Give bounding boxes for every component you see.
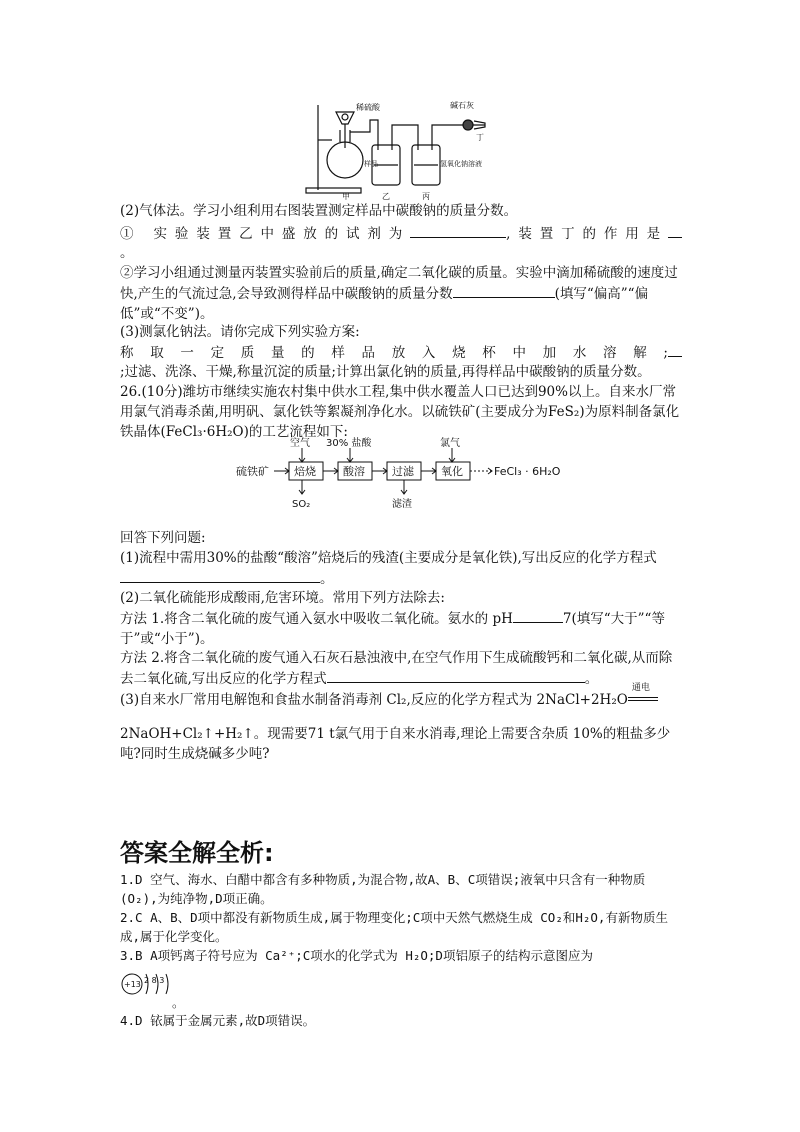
- q26-q3a: (3)自来水厂常用电解饱和食盐水制备消毒剂 Cl₂,反应的化学方程式为 2NaCl+2H₂O: [120, 692, 628, 708]
- flow-out1: SO₂: [292, 499, 311, 510]
- naoh-label: 氢氧化钠溶液: [440, 160, 482, 168]
- q25-p2-q1c: 。: [120, 245, 134, 261]
- yi-label: 乙: [382, 192, 390, 200]
- q26-m2-end: 。: [584, 671, 599, 687]
- q26-intro: 26.(10分)潍坊市继续实施农村集中供水工程,集中供水覆盖人口已达到90%以上。自来水厂常用氯气消毒杀菌,用明矾、氯化铁等絮凝剂净化水。以硫铁矿(主要成分为FeS₂)为原料制备氯化铁晶体(FeCl₃·6H₂O)的工艺流程如下:: [120, 384, 680, 440]
- q25-p2-q1a: ① 实验装置乙中盛放的试剂为: [120, 226, 411, 242]
- atom-shells: 2 8 3: [144, 976, 165, 985]
- blank-effect[interactable]: [453, 283, 555, 298]
- answer-4: 4.D 铱属于金属元素,故D项错误。: [120, 1013, 316, 1028]
- q26-method1: [120, 608, 682, 649]
- q25-p3-line1-wrap: [120, 342, 682, 363]
- q25-p3-line2: ;过滤、洗涤、干燥,称量沉淀的质量;计算出氯化钠的质量,再得样品中碳酸钠的质量分数。: [120, 364, 651, 380]
- condition-label: 通电: [631, 683, 650, 693]
- q26-q3-line2: 2NaOH+Cl₂↑+H₂↑。现需要71 t氯气用于自来水消毒,理论上需要含杂质 10%的粗盐多少吨?同时生成烧碱多少吨?: [120, 726, 671, 762]
- blank-step[interactable]: [668, 342, 682, 357]
- acid-label: 稀硫酸: [356, 103, 380, 112]
- q26-answer-intro: 回答下列问题:: [120, 530, 206, 546]
- flow-step2: 酸溶: [343, 465, 365, 478]
- flow-product: FeCl₃ · 6H₂O: [494, 465, 561, 478]
- q26-q1-end: 。: [320, 571, 334, 587]
- blank-reagent[interactable]: [410, 223, 506, 238]
- q25-p2-q2-text: ②学习小组通过测量丙装置实验前后的质量,确定二氧化碳的质量。实验中滴加稀硫酸的速度过快,产生的气流过急,会导致测得样品中碳酸钠的质量分数: [120, 265, 678, 302]
- bing-label: 丙: [422, 192, 430, 200]
- q25-p2-q1b: ,装置丁的作用是: [506, 226, 668, 242]
- q25-p3-title: (3)测氯化钠法。请你完成下列实验方案:: [120, 324, 360, 340]
- ding-label: 丁: [476, 133, 484, 142]
- jia-label: 甲: [342, 192, 350, 200]
- q25-p2-q2: [120, 263, 682, 324]
- reaction-condition: [628, 683, 658, 704]
- answer-3: 3.B A项钙离子符号应为 Ca²⁺;C项水的化学式为 H₂O;D项铝原子的结构示意图应为: [120, 948, 593, 963]
- flow-in2: 30% 盐酸: [326, 438, 372, 449]
- answer-2: 2.C A、B、D项中都没有新物质生成,属于物理变化;C项中天然气燃烧生成 CO₂和H₂O,有新物质生成,属于化学变化。: [120, 910, 668, 944]
- flow-step1: 焙烧: [294, 465, 316, 478]
- q26-q2: (2)二氧化硫能形成酸雨,危害环境。常用下列方法除去:: [120, 590, 445, 606]
- process-flow-diagram: [234, 436, 574, 512]
- atom-nucleus: +13: [124, 980, 141, 989]
- blank-ding-role[interactable]: [668, 223, 682, 238]
- answer-1: 1.D 空气、海水、白醋中都含有多种物质,为混合物,故A、B、C项错误;液氧中只含有一种物质(O₂),为纯净物,D项正确。: [120, 872, 646, 906]
- q25-p2-q1: [120, 223, 682, 244]
- blank-ph[interactable]: [513, 608, 563, 623]
- q26-m1-text: 方法 1.将含二氧化硫的废气通入氨水中吸收二氧化硫。氨水的 pH: [120, 611, 513, 627]
- q25-p3-line1: 称取一定质量的样品放入烧杯中加水溶解;: [120, 345, 668, 361]
- answer-3-end: 。: [172, 995, 185, 1010]
- q26-method2: [120, 648, 682, 689]
- flow-step4: 氧化: [441, 465, 463, 478]
- q26-m1-end: 7(填写“大于”“等于”或“小于”)。: [120, 611, 665, 647]
- soda-lime-label: 碱石灰: [450, 101, 474, 110]
- flow-in4: 氯气: [440, 438, 460, 449]
- flow-start: 硫铁矿: [236, 465, 269, 478]
- flow-step3: 过滤: [392, 465, 414, 478]
- answers-heading: 答案全解全析:: [120, 839, 274, 867]
- q26-q1-text: (1)流程中需用30%的盐酸“酸溶”焙烧后的残渣(主要成分是氧化铁),写出反应的化学方程式: [120, 550, 657, 566]
- sample-label: 样品: [364, 160, 378, 168]
- equals-line-top: [628, 697, 658, 698]
- q26-q1: [120, 548, 682, 589]
- q26-m2-text: 方法 2.将含二氧化硫的废气通入石灰石悬浊液中,在空气作用下生成硫酸钙和二氧化碳,从而除去二氧化硫,写出反应的化学方程式: [120, 650, 673, 687]
- apparatus-figure: [300, 100, 500, 200]
- q25-p2-q2-end: (填写“偏高”“偏低”或“不变”)。: [120, 286, 649, 322]
- equals-line-bottom: [628, 700, 658, 701]
- q25-p2-title: (2)气体法。学习小组利用右图装置测定样品中碳酸钠的质量分数。: [120, 203, 518, 219]
- blank-equation-2[interactable]: [327, 668, 585, 683]
- flow-out3: 滤渣: [392, 499, 412, 510]
- blank-equation-1[interactable]: [120, 568, 320, 583]
- flow-in1: 空气: [290, 438, 310, 449]
- q26-q3-line1: [120, 683, 682, 710]
